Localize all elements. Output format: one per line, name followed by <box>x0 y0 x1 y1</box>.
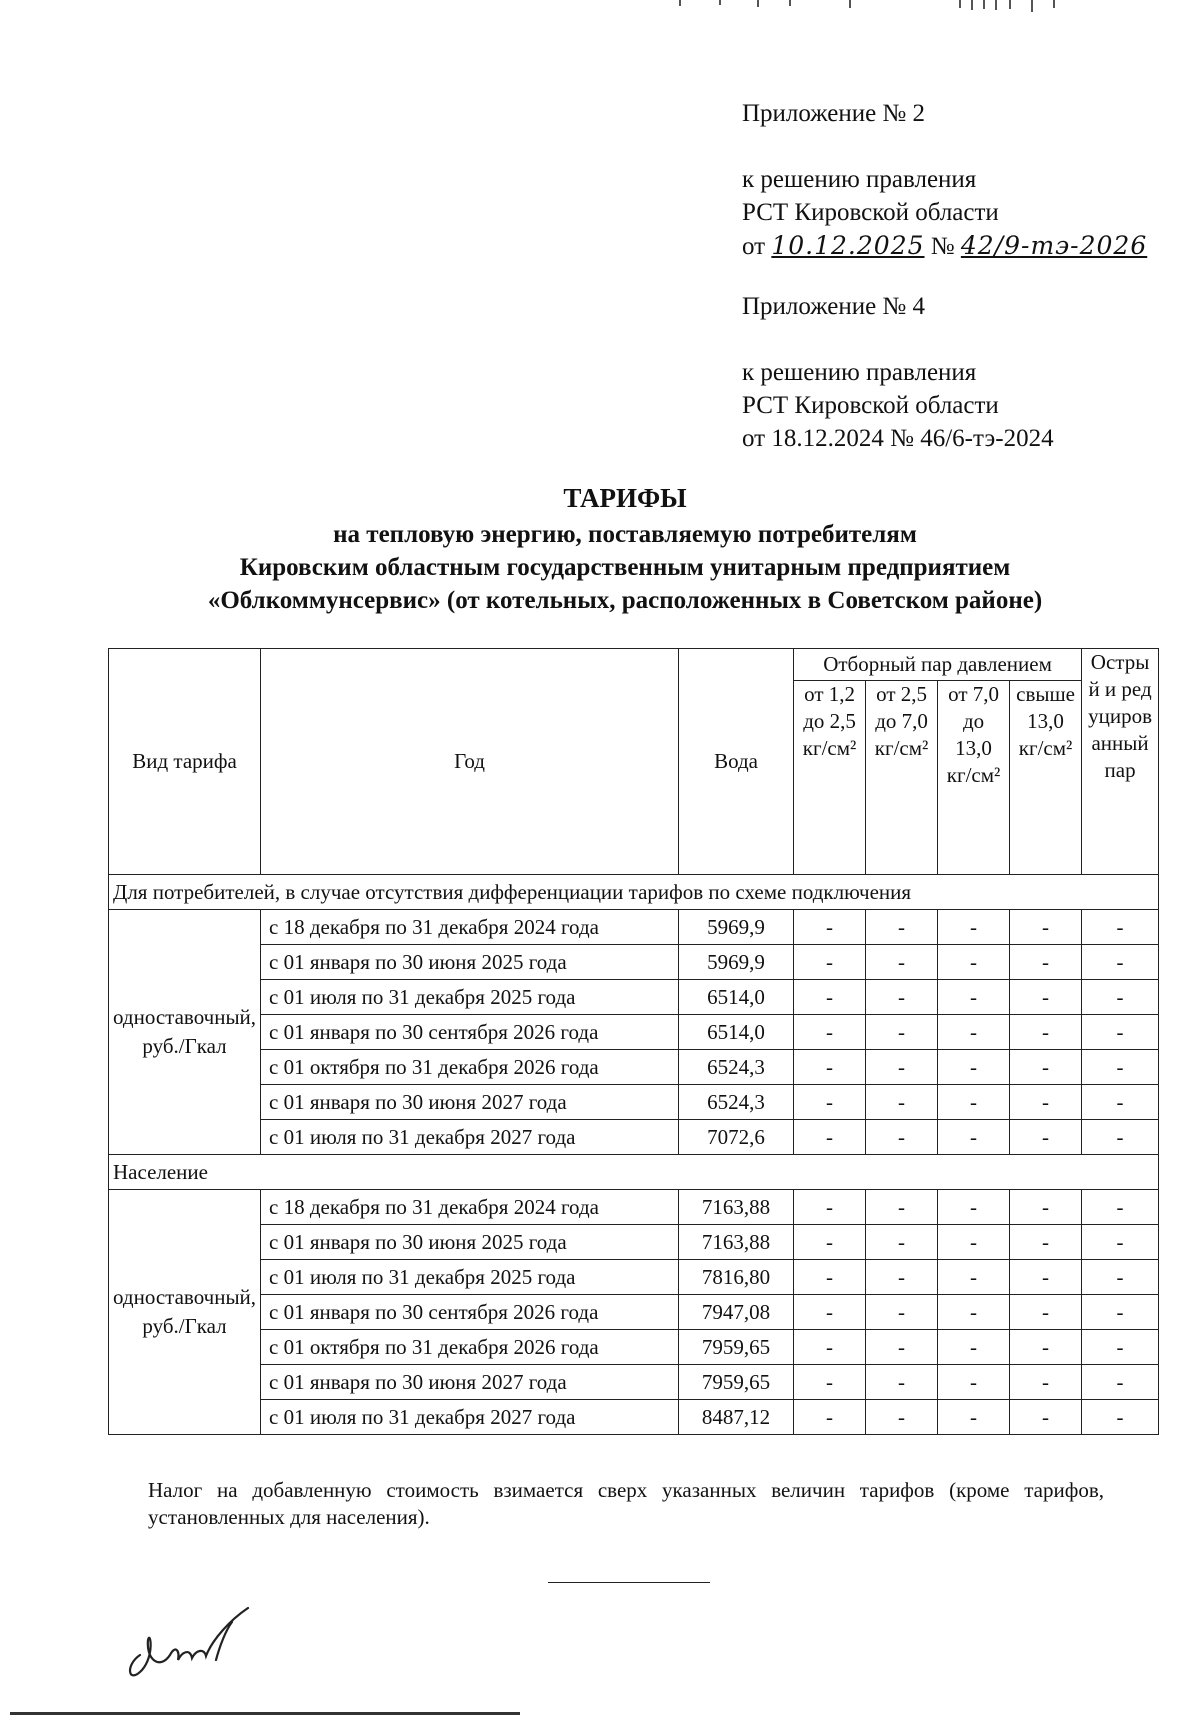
subtitle-line1: на тепловую энергию, поставляемую потребителям <box>333 521 917 548</box>
steam-3-cell: - <box>938 1085 1010 1120</box>
sharp-steam-cell: - <box>1082 1400 1159 1435</box>
period-cell: с 01 октября по 31 декабря 2026 года <box>261 1050 679 1085</box>
steam-4-cell: - <box>1010 1015 1082 1050</box>
steam-3-cell: - <box>938 1295 1010 1330</box>
sharp-steam-cell: - <box>1082 1365 1159 1400</box>
scan-artifact <box>660 0 1120 14</box>
annex-4-line2: РСТ Кировской области <box>742 392 999 419</box>
sharp-steam-cell: - <box>1082 945 1159 980</box>
steam-3-cell: - <box>938 1330 1010 1365</box>
period-cell: с 01 января по 30 сентября 2026 года <box>261 1015 679 1050</box>
steam-1-cell: - <box>794 980 866 1015</box>
annex-4-block <box>742 290 1054 455</box>
steam-1-cell: - <box>794 910 866 945</box>
period-cell: с 01 января по 30 июня 2025 года <box>261 945 679 980</box>
steam-1-cell: - <box>794 945 866 980</box>
annex-4-title: Приложение № 4 <box>742 293 926 320</box>
header-steam-4: свыше 13,0 кг/см² <box>1010 681 1082 875</box>
header-water: Вода <box>679 649 794 875</box>
table-row <box>109 1085 1159 1120</box>
document-subtitle <box>100 518 1150 617</box>
tariff-kind-cell: одноставочный, руб./Гкал <box>109 1190 261 1435</box>
table-row <box>109 1365 1159 1400</box>
steam-1-cell: - <box>794 1365 866 1400</box>
header-steam-group: Отборный пар давлением <box>794 649 1082 681</box>
document-title: ТАРИФЫ <box>563 483 687 513</box>
steam-2-cell: - <box>866 1400 938 1435</box>
sharp-steam-cell: - <box>1082 1190 1159 1225</box>
table-row <box>109 1225 1159 1260</box>
header-row-1 <box>109 649 1159 681</box>
table-row <box>109 1190 1159 1225</box>
steam-2-cell: - <box>866 1120 938 1155</box>
steam-1-cell: - <box>794 1050 866 1085</box>
steam-2-cell: - <box>866 1050 938 1085</box>
steam-3-cell: - <box>938 1120 1010 1155</box>
steam-4-cell: - <box>1010 945 1082 980</box>
sharp-steam-cell: - <box>1082 910 1159 945</box>
steam-4-cell: - <box>1010 1365 1082 1400</box>
steam-4-cell: - <box>1010 1225 1082 1260</box>
steam-4-cell: - <box>1010 1120 1082 1155</box>
tariff-kind-cell: одноставочный, руб./Гкал <box>109 910 261 1155</box>
header-kind: Вид тарифа <box>109 649 261 875</box>
steam-2-cell: - <box>866 1225 938 1260</box>
water-value-cell: 7163,88 <box>679 1225 794 1260</box>
steam-4-cell: - <box>1010 1400 1082 1435</box>
section-label: Население <box>109 1155 1159 1190</box>
section-label: Для потребителей, в случае отсутствия дифференциации тарифов по схеме подключения <box>109 875 1159 910</box>
water-value-cell: 6524,3 <box>679 1085 794 1120</box>
steam-2-cell: - <box>866 1295 938 1330</box>
period-cell: с 18 декабря по 31 декабря 2024 года <box>261 1190 679 1225</box>
period-cell: с 01 января по 30 сентября 2026 года <box>261 1295 679 1330</box>
steam-4-cell: - <box>1010 910 1082 945</box>
annex-2-date-prefix: от <box>742 233 766 260</box>
water-value-cell: 6514,0 <box>679 980 794 1015</box>
steam-3-cell: - <box>938 945 1010 980</box>
period-cell: с 01 января по 30 июня 2025 года <box>261 1225 679 1260</box>
annex-4-line1: к решению правления <box>742 359 977 386</box>
annex-4-line3: от 18.12.2024 № 46/6-тэ-2024 <box>742 425 1054 452</box>
period-cell: с 01 октября по 31 декабря 2026 года <box>261 1330 679 1365</box>
steam-1-cell: - <box>794 1190 866 1225</box>
steam-1-cell: - <box>794 1330 866 1365</box>
steam-2-cell: - <box>866 1085 938 1120</box>
water-value-cell: 7816,80 <box>679 1260 794 1295</box>
steam-2-cell: - <box>866 910 938 945</box>
header-steam-3: от 7,0 до 13,0 кг/см² <box>938 681 1010 875</box>
steam-2-cell: - <box>866 1260 938 1295</box>
annex-2-date-line <box>742 229 1147 263</box>
header-sharp-steam: Острый и редуцированный пар <box>1082 649 1159 875</box>
annex-2-number-sign: № <box>930 233 955 260</box>
period-cell: с 01 июля по 31 декабря 2027 года <box>261 1400 679 1435</box>
steam-3-cell: - <box>938 910 1010 945</box>
steam-1-cell: - <box>794 1085 866 1120</box>
steam-2-cell: - <box>866 1330 938 1365</box>
steam-2-cell: - <box>866 945 938 980</box>
table-row <box>109 1260 1159 1295</box>
steam-1-cell: - <box>794 1015 866 1050</box>
period-cell: с 01 июля по 31 декабря 2025 года <box>261 980 679 1015</box>
steam-3-cell: - <box>938 1365 1010 1400</box>
steam-3-cell: - <box>938 1225 1010 1260</box>
water-value-cell: 8487,12 <box>679 1400 794 1435</box>
table-row <box>109 980 1159 1015</box>
vat-note: Налог на добавленную стоимость взимается сверх указанных величин тарифов (кроме тарифов, установленных для населения). <box>148 1478 1104 1529</box>
steam-1-cell: - <box>794 1120 866 1155</box>
steam-3-cell: - <box>938 1260 1010 1295</box>
steam-3-cell: - <box>938 1190 1010 1225</box>
handwritten-date: 10.12.2025 <box>771 231 925 260</box>
steam-4-cell: - <box>1010 1330 1082 1365</box>
annex-2-title: Приложение № 2 <box>742 100 926 127</box>
water-value-cell: 7072,6 <box>679 1120 794 1155</box>
steam-1-cell: - <box>794 1295 866 1330</box>
tariff-table <box>108 648 1159 1435</box>
period-cell: с 18 декабря по 31 декабря 2024 года <box>261 910 679 945</box>
sharp-steam-cell: - <box>1082 980 1159 1015</box>
period-cell: с 01 января по 30 июня 2027 года <box>261 1085 679 1120</box>
table-row <box>109 1295 1159 1330</box>
water-value-cell: 6514,0 <box>679 1015 794 1050</box>
table-row <box>109 910 1159 945</box>
table-row <box>109 1330 1159 1365</box>
sharp-steam-cell: - <box>1082 1225 1159 1260</box>
closing-rule <box>548 1582 710 1583</box>
steam-2-cell: - <box>866 1015 938 1050</box>
steam-2-cell: - <box>866 1190 938 1225</box>
water-value-cell: 6524,3 <box>679 1050 794 1085</box>
steam-4-cell: - <box>1010 980 1082 1015</box>
steam-2-cell: - <box>866 1365 938 1400</box>
annex-2-block <box>742 97 1147 263</box>
steam-3-cell: - <box>938 1050 1010 1085</box>
header-year: Год <box>261 649 679 875</box>
header-steam-2: от 2,5 до 7,0 кг/см² <box>866 681 938 875</box>
annex-2-line2: РСТ Кировской области <box>742 199 999 226</box>
scan-bottom-edge <box>10 1712 520 1715</box>
sharp-steam-cell: - <box>1082 1085 1159 1120</box>
steam-3-cell: - <box>938 980 1010 1015</box>
water-value-cell: 5969,9 <box>679 910 794 945</box>
water-value-cell: 7163,88 <box>679 1190 794 1225</box>
sharp-steam-cell: - <box>1082 1120 1159 1155</box>
water-value-cell: 7947,08 <box>679 1295 794 1330</box>
steam-1-cell: - <box>794 1260 866 1295</box>
section-row <box>109 875 1159 910</box>
steam-3-cell: - <box>938 1400 1010 1435</box>
table-row <box>109 1400 1159 1435</box>
steam-4-cell: - <box>1010 1050 1082 1085</box>
sharp-steam-cell: - <box>1082 1330 1159 1365</box>
steam-1-cell: - <box>794 1225 866 1260</box>
period-cell: с 01 июля по 31 декабря 2025 года <box>261 1260 679 1295</box>
water-value-cell: 5969,9 <box>679 945 794 980</box>
section-row <box>109 1155 1159 1190</box>
table-row <box>109 1015 1159 1050</box>
water-value-cell: 7959,65 <box>679 1330 794 1365</box>
steam-4-cell: - <box>1010 1260 1082 1295</box>
table-row <box>109 1120 1159 1155</box>
steam-4-cell: - <box>1010 1190 1082 1225</box>
steam-2-cell: - <box>866 980 938 1015</box>
subtitle-line2: Кировским областным государственным унитарным предприятием <box>239 554 1011 581</box>
steam-4-cell: - <box>1010 1085 1082 1120</box>
table-row <box>109 1050 1159 1085</box>
steam-4-cell: - <box>1010 1295 1082 1330</box>
subtitle-line3: «Облкоммунсервис» (от котельных, расположенных в Советском районе) <box>207 587 1043 614</box>
tariff-table-body <box>109 875 1159 1435</box>
table-row <box>109 945 1159 980</box>
steam-1-cell: - <box>794 1400 866 1435</box>
sharp-steam-cell: - <box>1082 1050 1159 1085</box>
water-value-cell: 7959,65 <box>679 1365 794 1400</box>
signature <box>120 1600 270 1690</box>
handwritten-number: 42/9-тэ-2026 <box>960 231 1148 260</box>
period-cell: с 01 июля по 31 декабря 2027 года <box>261 1120 679 1155</box>
sharp-steam-cell: - <box>1082 1015 1159 1050</box>
sharp-steam-cell: - <box>1082 1260 1159 1295</box>
header-steam-1: от 1,2 до 2,5 кг/см² <box>794 681 866 875</box>
sharp-steam-cell: - <box>1082 1295 1159 1330</box>
annex-2-line1: к решению правления <box>742 166 977 193</box>
period-cell: с 01 января по 30 июня 2027 года <box>261 1365 679 1400</box>
steam-3-cell: - <box>938 1015 1010 1050</box>
